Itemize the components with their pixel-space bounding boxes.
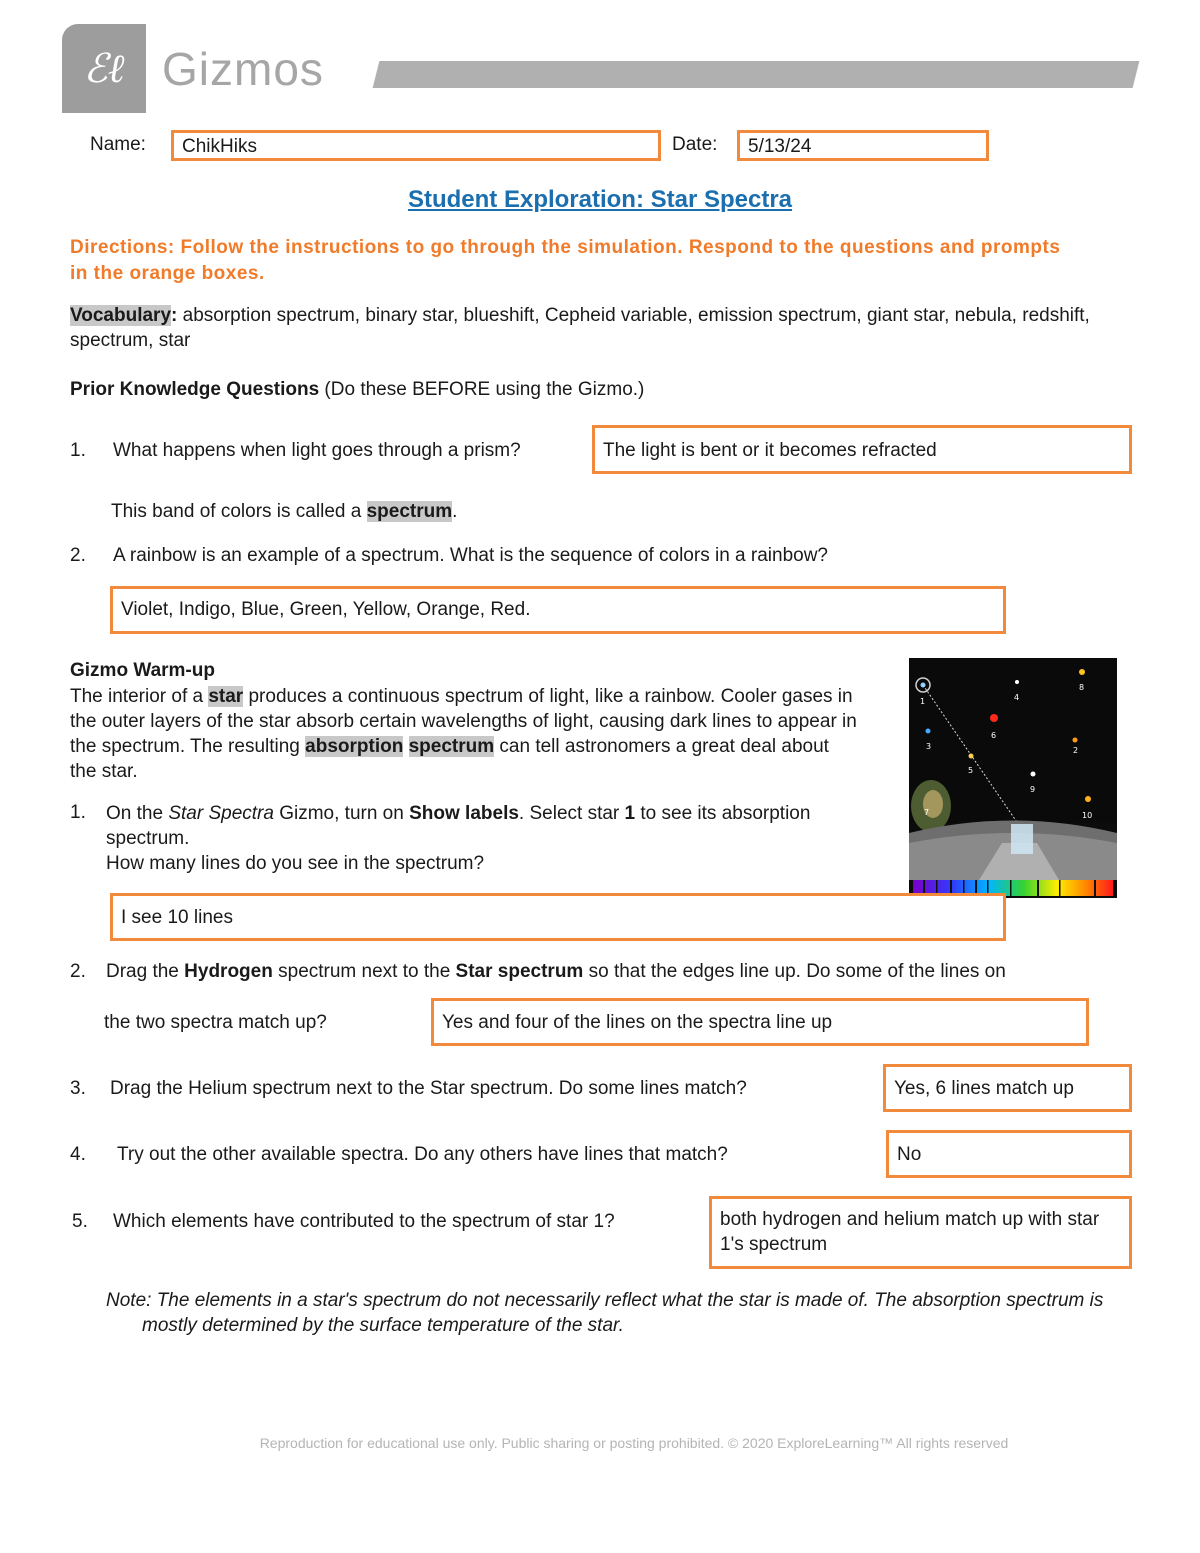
warmup-q5-number: 5. [72, 1211, 88, 1232]
prior-q2-number: 2. [70, 545, 86, 566]
vocabulary-terms: absorption spectrum, binary star, blueshift, Cepheid variable, emission spectrum, giant star, nebula, redshift, spectrum, star [70, 305, 1090, 351]
prior-q1-text: What happens when light goes through a prism? [113, 440, 521, 461]
star-label-4: 4 [1014, 693, 1020, 702]
q2-part-c: so that the edges line up. Do some of the lines on [583, 961, 1006, 982]
warmup-q4-number: 4. [70, 1144, 86, 1165]
gizmos-logo-mark: ℰℓ [62, 24, 146, 113]
page-title: Student Exploration: Star Spectra [407, 186, 793, 213]
date-label: Date: [672, 134, 718, 155]
star-label-1: 1 [920, 697, 926, 706]
prior-q1-answer[interactable]: The light is bent or it becomes refracted [592, 425, 1132, 474]
q1-part-d: to see its absorption spectrum. [106, 803, 811, 849]
q2-star-spectrum: Star spectrum [455, 961, 584, 982]
prior-q2-text: A rainbow is an example of a spectrum. What is the sequence of colors in a rainbow? [113, 545, 828, 566]
warmup-q1-text [106, 801, 846, 876]
prior-knowledge-heading [70, 379, 644, 401]
term-star: star [208, 686, 244, 707]
warmup-q3-text: Drag the Helium spectrum next to the Star spectrum. Do some lines match? [110, 1078, 747, 1099]
note: Note: The elements in a star's spectrum do not necessarily reflect what the star is made of. The absorption spectrum is mostly determined by the surface temperature of the star. [106, 1290, 1104, 1336]
warmup-q2-answer[interactable]: Yes and four of the lines on the spectra line up [431, 998, 1089, 1046]
warmup-q2-number: 2. [70, 961, 86, 982]
name-label: Name: [90, 134, 146, 155]
warmup-q1-answer[interactable]: I see 10 lines [110, 893, 1006, 941]
star-6[interactable] [990, 714, 998, 722]
star-spectra-simulation-image [909, 658, 1117, 898]
star-10[interactable] [1085, 796, 1091, 802]
prior-q2-answer[interactable]: Violet, Indigo, Blue, Green, Yellow, Orange, Red. [110, 586, 1006, 634]
band-before: This band of colors is called a [111, 501, 367, 522]
star-label-6: 6 [991, 731, 997, 740]
warmup-heading: Gizmo Warm-up [70, 660, 215, 681]
q1-part-b: Gizmo, turn on [273, 803, 410, 824]
band-after: . [452, 501, 458, 522]
star-label-8: 8 [1079, 683, 1085, 692]
vocabulary-colon: : [171, 305, 178, 326]
star-label-7: 7 [924, 808, 930, 817]
warmup-q1-number: 1. [70, 802, 86, 823]
q1-question: How many lines do you see in the spectrum? [106, 853, 485, 874]
warmup-q2-text [106, 961, 1166, 983]
warmup-p3: can tell astronomers a great deal about the star. [70, 736, 829, 782]
prism-icon [1011, 824, 1033, 854]
prior-heading-note: (Do these BEFORE using the Gizmo.) [319, 379, 645, 400]
q2-part-b: spectrum next to the [272, 961, 456, 982]
warmup-q3-number: 3. [70, 1078, 86, 1099]
term-absorption: absorption [305, 736, 404, 757]
q2-part-a: Drag the [106, 961, 185, 982]
star-9[interactable] [1031, 772, 1036, 777]
star-3[interactable] [926, 729, 931, 734]
prior-heading-text: Prior Knowledge Questions [70, 379, 320, 400]
term-absorption-spectrum: spectrum [408, 736, 495, 757]
warmup-p2: produces a continuous spectrum of light, like a rainbow. Cooler gases in the outer layers of the star absorb certain wavelengths of light, causing dark lines to appear in the spectrum. The resulting [70, 686, 857, 757]
warmup-q4-answer[interactable]: No [886, 1130, 1132, 1178]
warmup-q4-text: Try out the other available spectra. Do any others have lines that match? [117, 1144, 728, 1165]
vocabulary-label: Vocabulary [70, 305, 172, 326]
prior-q1-number: 1. [70, 440, 86, 461]
q2-hydrogen: Hydrogen [184, 961, 273, 982]
warmup-q2-text-line2: the two spectra match up? [104, 1012, 327, 1033]
star-2[interactable] [1073, 738, 1078, 743]
star-label-10: 10 [1082, 811, 1093, 820]
star-label-3: 3 [926, 742, 932, 751]
term-spectrum: spectrum [366, 501, 453, 522]
q1-star-number: 1 [624, 803, 636, 824]
star-label-9: 9 [1030, 785, 1036, 794]
q1-part-c: . Select star [518, 803, 625, 824]
name-field[interactable]: ChikHiks [171, 130, 661, 161]
warmup-p1: The interior of a [70, 686, 209, 707]
q1-part-a: On the [106, 803, 169, 824]
q1-show-labels: Show labels [409, 803, 519, 824]
q1-gizmo-name: Star Spectra [168, 803, 274, 824]
date-field[interactable]: 5/13/24 [737, 130, 989, 161]
directions: Directions: Follow the instructions to go through the simulation. Respond to the questions and prompts in the orange boxes. [70, 237, 1061, 284]
star-label-2: 2 [1073, 746, 1079, 755]
spectrum-definition [111, 501, 457, 523]
star-8[interactable] [1079, 669, 1085, 675]
warmup-q5-answer[interactable]: both hydrogen and helium match up with star 1's spectrum [709, 1196, 1132, 1269]
vocabulary [70, 303, 1110, 353]
star-4[interactable] [1015, 680, 1019, 684]
star-label-5: 5 [968, 766, 974, 775]
warmup-q3-answer[interactable]: Yes, 6 lines match up [883, 1064, 1132, 1112]
footer-copyright: Reproduction for educational use only. Public sharing or posting prohibited. © 2020 ExploreLearning™ All rights reserved [259, 1435, 1009, 1451]
warmup-intro [70, 684, 860, 784]
warmup-q5-text: Which elements have contributed to the spectrum of star 1? [113, 1211, 615, 1232]
brand-name: Gizmos [162, 43, 324, 95]
header-bar [373, 61, 1140, 88]
